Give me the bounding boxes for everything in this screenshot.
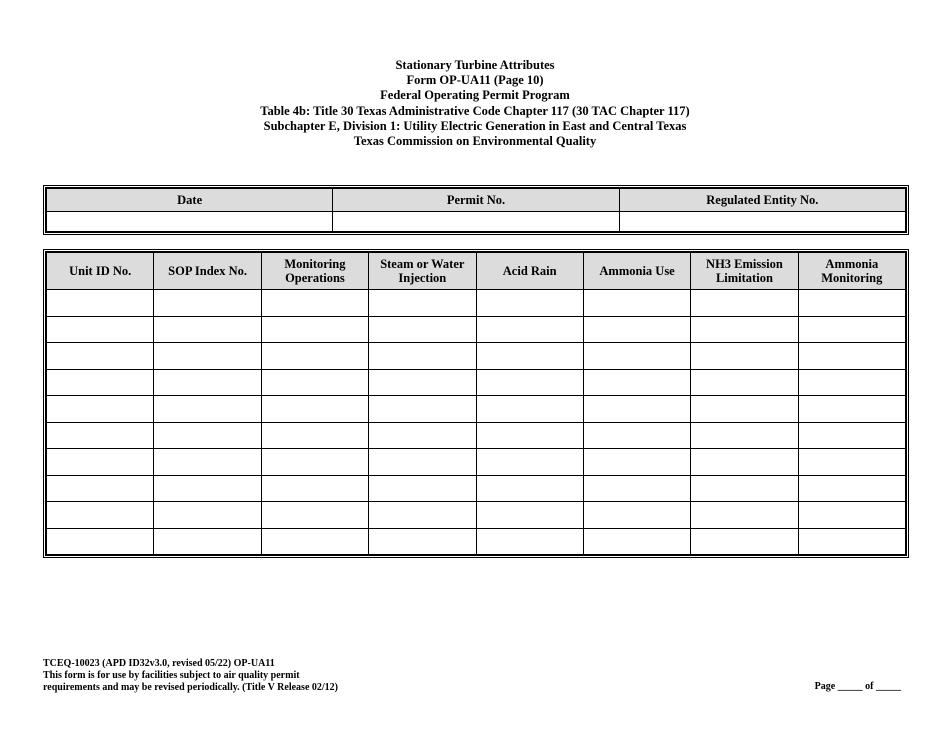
entry-cell[interactable] xyxy=(154,316,261,343)
general-info-header-row xyxy=(47,189,906,212)
entry-cell[interactable] xyxy=(691,449,798,476)
turbine-attributes-body xyxy=(47,290,906,555)
entry-cell[interactable] xyxy=(583,422,690,449)
permit-no-column-header: Permit No. xyxy=(333,189,619,212)
agency-name: Texas Commission on Environmental Quality xyxy=(353,134,597,149)
entry-cell[interactable] xyxy=(154,369,261,396)
entry-cell[interactable] xyxy=(691,290,798,317)
ammonia-monitoring-column-header: Ammonia Monitoring xyxy=(798,253,905,290)
form-header xyxy=(0,58,950,149)
entry-cell[interactable] xyxy=(476,528,583,555)
turbine-attributes-header-row xyxy=(47,253,906,290)
general-info-table-box xyxy=(43,185,909,235)
entry-cell[interactable] xyxy=(154,343,261,370)
entry-cell[interactable] xyxy=(476,475,583,502)
form-title: Stationary Turbine Attributes xyxy=(395,58,555,72)
entry-cell[interactable] xyxy=(583,396,690,423)
entry-cell[interactable] xyxy=(691,475,798,502)
entry-cell[interactable] xyxy=(261,475,368,502)
entry-cell[interactable] xyxy=(476,449,583,476)
entry-cell[interactable] xyxy=(47,528,154,555)
entry-cell[interactable] xyxy=(261,343,368,370)
entry-cell[interactable] xyxy=(583,475,690,502)
entry-cell[interactable] xyxy=(154,422,261,449)
entry-cell[interactable] xyxy=(798,422,905,449)
entry-cell[interactable] xyxy=(798,369,905,396)
entry-cell[interactable] xyxy=(583,502,690,529)
ammonia-use-column-header: Ammonia Use xyxy=(583,253,690,290)
entry-cell[interactable] xyxy=(583,528,690,555)
monitoring-operations-column-header: Monitoring Operations xyxy=(261,253,368,290)
entry-cell[interactable] xyxy=(261,449,368,476)
table-row xyxy=(47,449,906,476)
table-row xyxy=(47,396,906,423)
entry-cell[interactable] xyxy=(369,316,476,343)
entry-cell[interactable] xyxy=(476,290,583,317)
unit-id-column-header: Unit ID No. xyxy=(47,253,154,290)
entry-cell[interactable] xyxy=(369,449,476,476)
permit-no-field[interactable] xyxy=(333,212,619,232)
entry-cell[interactable] xyxy=(47,475,154,502)
entry-cell[interactable] xyxy=(798,316,905,343)
entry-cell[interactable] xyxy=(369,290,476,317)
turbine-attributes-table-box xyxy=(43,249,909,558)
entry-cell[interactable] xyxy=(261,396,368,423)
program-name: Federal Operating Permit Program xyxy=(380,88,570,103)
acid-rain-column-header: Acid Rain xyxy=(476,253,583,290)
entry-cell[interactable] xyxy=(798,343,905,370)
table-row xyxy=(47,343,906,370)
entry-cell[interactable] xyxy=(798,502,905,529)
form-number: Form OP-UA11 (Page 10) xyxy=(406,73,544,88)
entry-cell[interactable] xyxy=(583,343,690,370)
entry-cell[interactable] xyxy=(369,475,476,502)
entry-cell[interactable] xyxy=(798,396,905,423)
entry-cell[interactable] xyxy=(798,528,905,555)
table-title: Table 4b: Title 30 Texas Administrative Code Chapter 117 (30 TAC Chapter 117) xyxy=(260,103,690,118)
entry-cell[interactable] xyxy=(798,449,905,476)
form-id-line: TCEQ-10023 (APD ID32v3.0, revised 05/22) OP-UA11 xyxy=(43,658,275,669)
table-row xyxy=(47,290,906,317)
entry-cell[interactable] xyxy=(583,369,690,396)
sop-index-column-header: SOP Index No. xyxy=(154,253,261,290)
regulated-entity-field[interactable] xyxy=(619,212,905,232)
entry-cell[interactable] xyxy=(47,343,154,370)
regulated-entity-column-header: Regulated Entity No. xyxy=(619,189,905,212)
general-info-entry-row xyxy=(47,212,906,232)
form-usage-line: This form is for use by facilities subject to air quality permit xyxy=(43,670,300,682)
entry-cell[interactable] xyxy=(691,528,798,555)
entry-cell[interactable] xyxy=(261,528,368,555)
entry-cell[interactable] xyxy=(476,343,583,370)
entry-cell[interactable] xyxy=(47,316,154,343)
date-column-header: Date xyxy=(47,189,333,212)
entry-cell[interactable] xyxy=(47,422,154,449)
entry-cell[interactable] xyxy=(154,528,261,555)
form-revision-line: requirements and may be revised periodically. (Title V Release 02/12) xyxy=(43,682,338,694)
table-row xyxy=(47,316,906,343)
entry-cell[interactable] xyxy=(154,475,261,502)
entry-cell[interactable] xyxy=(476,369,583,396)
entry-cell[interactable] xyxy=(691,369,798,396)
entry-cell[interactable] xyxy=(47,449,154,476)
form-footer xyxy=(43,658,338,695)
page-number-label: Page _____ of _____ xyxy=(814,681,901,692)
entry-cell[interactable] xyxy=(691,396,798,423)
table-row xyxy=(47,502,906,529)
entry-cell[interactable] xyxy=(691,422,798,449)
table-row xyxy=(47,475,906,502)
entry-cell[interactable] xyxy=(369,422,476,449)
table-row xyxy=(47,528,906,555)
entry-cell[interactable] xyxy=(47,290,154,317)
entry-cell[interactable] xyxy=(47,369,154,396)
entry-cell[interactable] xyxy=(583,290,690,317)
entry-cell[interactable] xyxy=(476,316,583,343)
entry-cell[interactable] xyxy=(154,396,261,423)
entry-cell[interactable] xyxy=(261,369,368,396)
table-row xyxy=(47,422,906,449)
entry-cell[interactable] xyxy=(798,290,905,317)
turbine-attributes-table xyxy=(46,252,906,555)
entry-cell[interactable] xyxy=(369,502,476,529)
nh3-emission-limitation-column-header: NH3 Emission Limitation xyxy=(691,253,798,290)
entry-cell[interactable] xyxy=(154,290,261,317)
entry-cell[interactable] xyxy=(691,343,798,370)
entry-cell[interactable] xyxy=(583,316,690,343)
entry-cell[interactable] xyxy=(583,449,690,476)
entry-cell[interactable] xyxy=(798,475,905,502)
general-info-table xyxy=(46,188,906,232)
entry-cell[interactable] xyxy=(369,343,476,370)
entry-cell[interactable] xyxy=(47,502,154,529)
entry-cell[interactable] xyxy=(691,502,798,529)
entry-cell[interactable] xyxy=(261,502,368,529)
entry-cell[interactable] xyxy=(369,396,476,423)
entry-cell[interactable] xyxy=(369,528,476,555)
entry-cell[interactable] xyxy=(261,290,368,317)
entry-cell[interactable] xyxy=(261,316,368,343)
entry-cell[interactable] xyxy=(47,396,154,423)
entry-cell[interactable] xyxy=(476,422,583,449)
steam-water-injection-column-header: Steam or Water Injection xyxy=(369,253,476,290)
entry-cell[interactable] xyxy=(476,396,583,423)
date-field[interactable] xyxy=(47,212,333,232)
entry-cell[interactable] xyxy=(154,502,261,529)
entry-cell[interactable] xyxy=(476,502,583,529)
entry-cell[interactable] xyxy=(691,316,798,343)
entry-cell[interactable] xyxy=(261,422,368,449)
table-subtitle: Subchapter E, Division 1: Utility Electric Generation in East and Central Texas xyxy=(263,118,687,133)
entry-cell[interactable] xyxy=(154,449,261,476)
table-row xyxy=(47,369,906,396)
entry-cell[interactable] xyxy=(369,369,476,396)
